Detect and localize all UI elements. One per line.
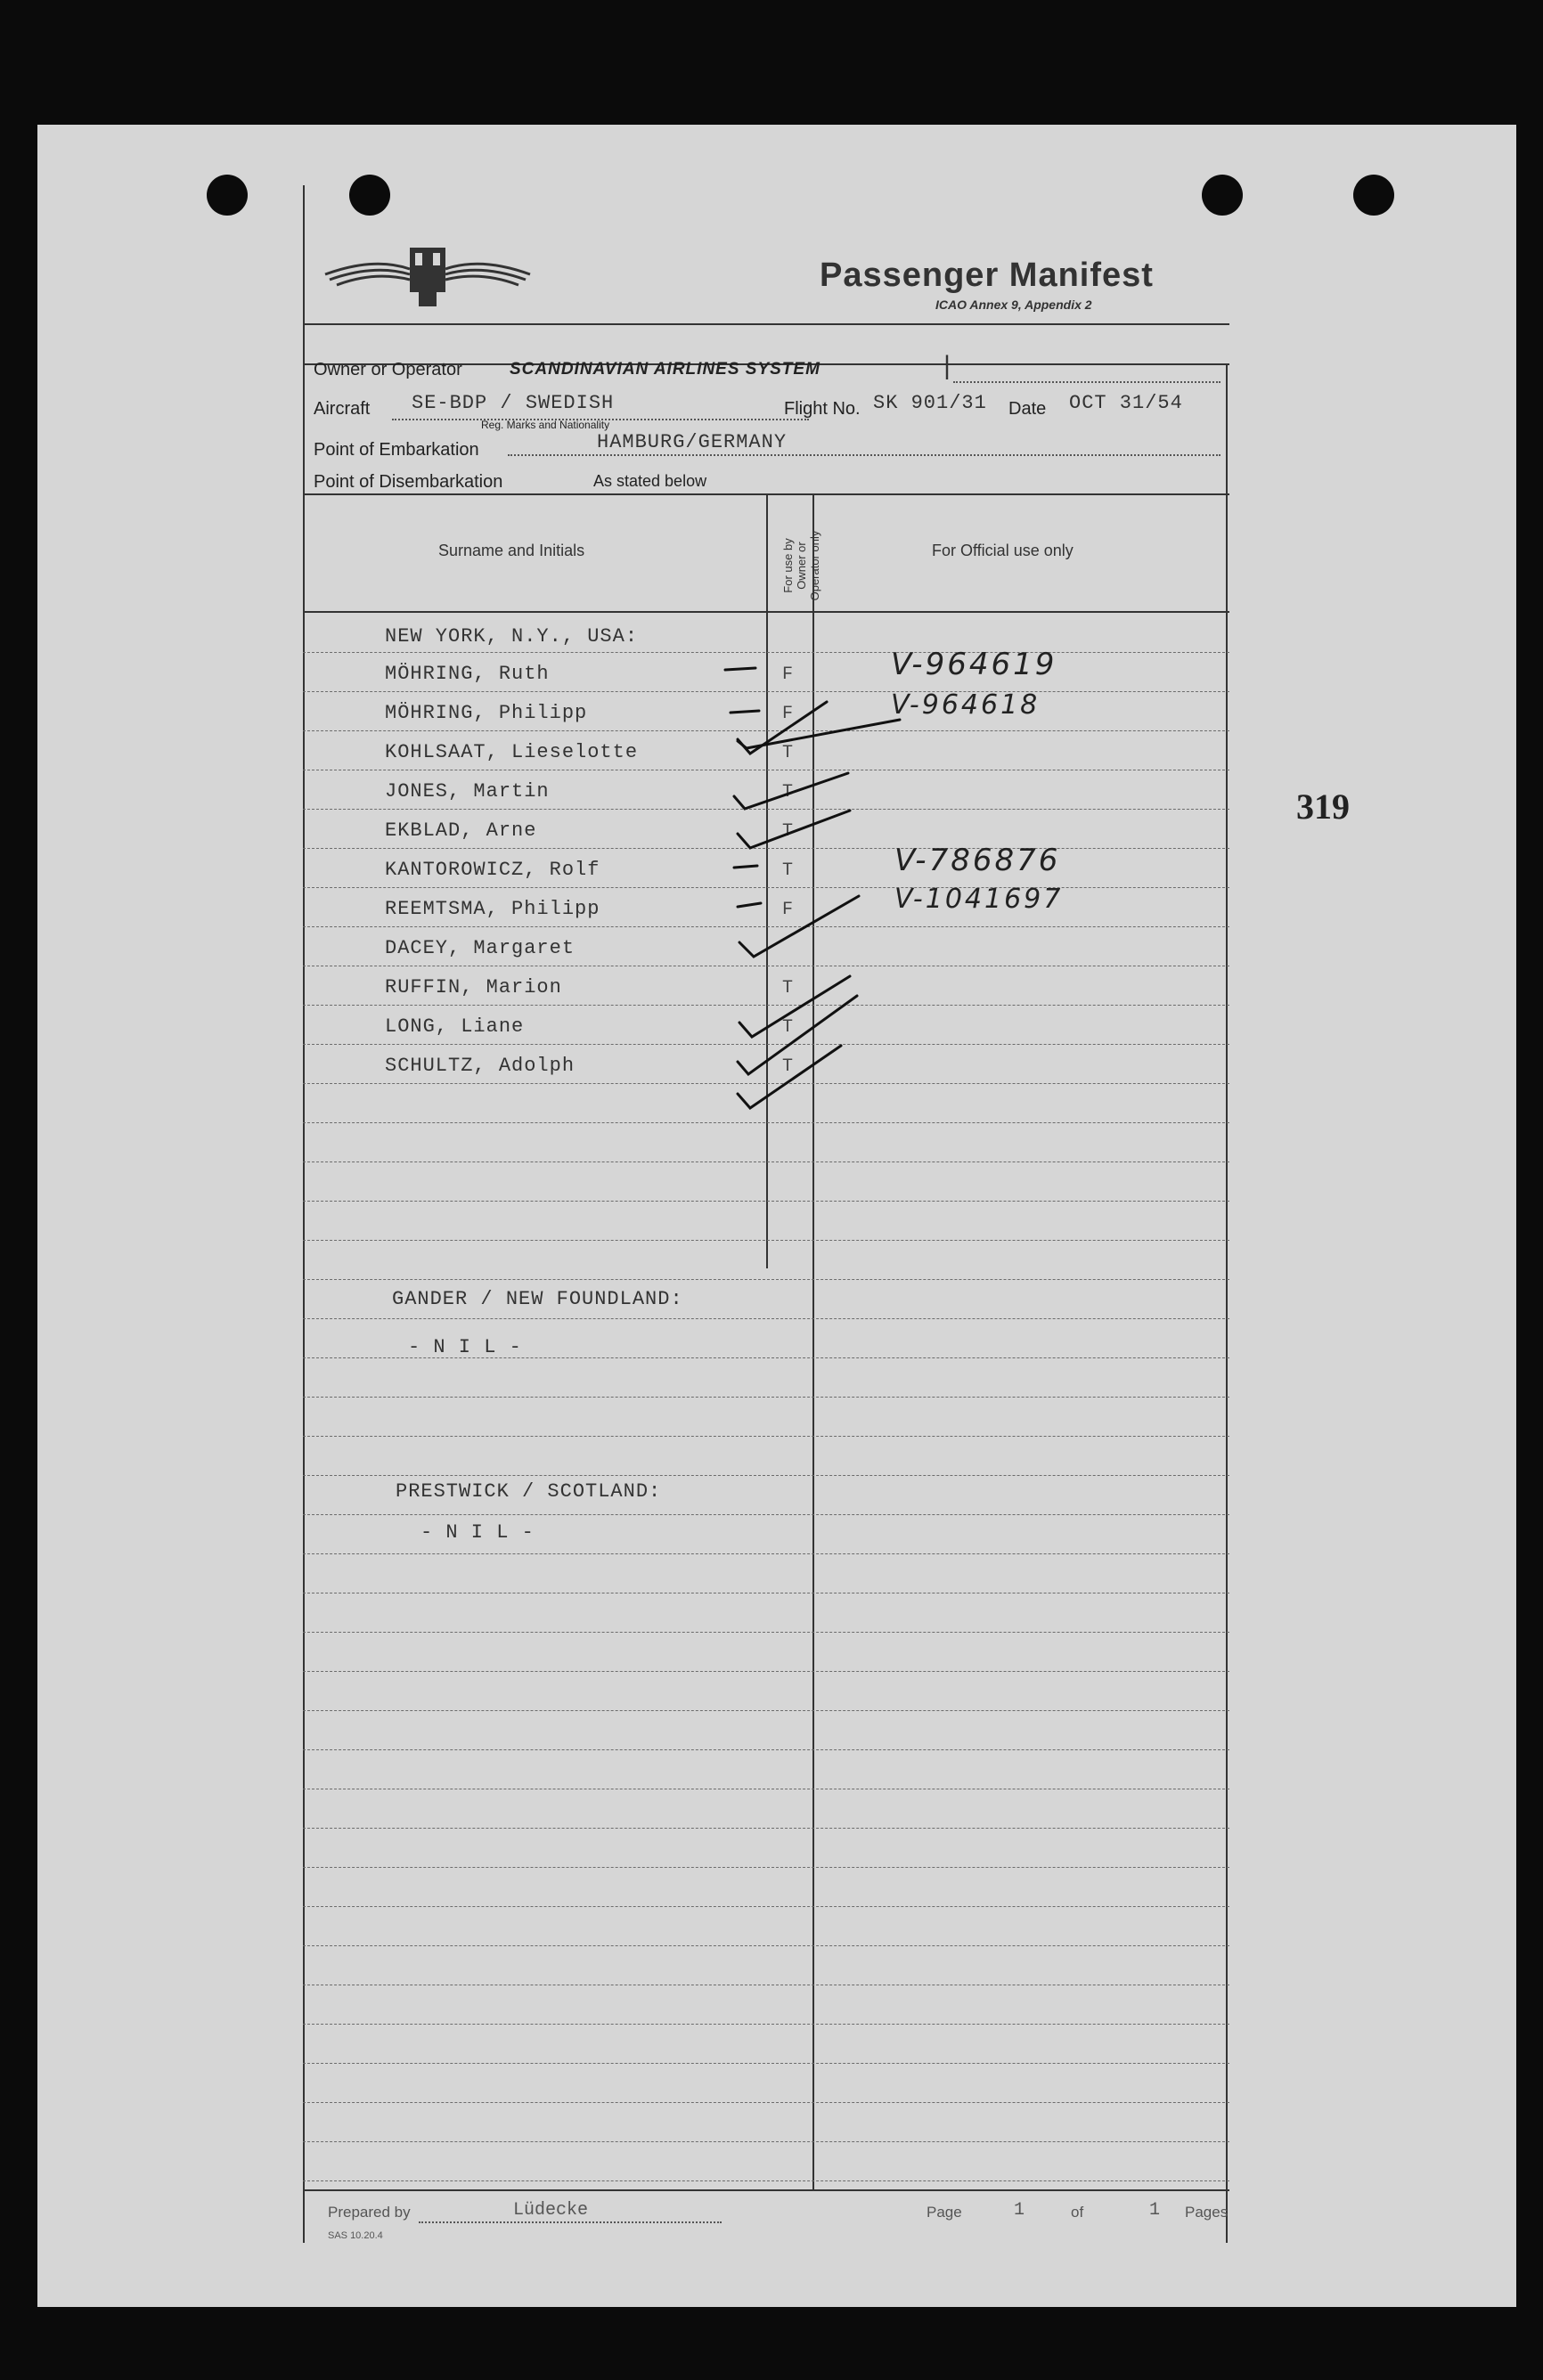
table-row-line [303, 2024, 1229, 2025]
table-row-line [303, 1867, 1229, 1868]
punch-hole [1353, 175, 1394, 216]
disembark-label: Point of Disembarkation [314, 472, 503, 492]
passenger-code: T [782, 1017, 794, 1038]
check-mark-icon [738, 1046, 841, 1108]
table-row-line [303, 2063, 1229, 2064]
table-row-line [303, 1945, 1229, 1946]
form-title: Passenger Manifest [820, 257, 1154, 294]
date-value: OCT 31/54 [1069, 392, 1183, 414]
passenger-code: F [782, 900, 794, 920]
table-row-line [303, 1240, 1229, 1241]
prepared-by-value: Lüdecke [513, 2200, 589, 2221]
table-row-line [303, 1710, 1229, 1711]
prepared-by-label: Prepared by [328, 2204, 411, 2221]
disembark-value: As stated below [593, 472, 707, 490]
owner-use-column-header: For use by Owner or Operator only [781, 530, 821, 601]
passenger-code: F [782, 704, 794, 724]
check-mark-icon [738, 811, 850, 848]
passenger-name: MÖHRING, Philipp [385, 702, 588, 724]
table-row-line [303, 1553, 1229, 1554]
official-column-header: For Official use only [932, 542, 1074, 559]
of-value: 1 [1149, 2200, 1161, 2221]
aircraft-label: Aircraft [314, 399, 371, 419]
table-row-line [303, 1397, 1229, 1398]
table-row-line [303, 1749, 1229, 1750]
table-row-line [303, 1475, 1229, 1476]
pages-label: Pages [1185, 2204, 1229, 2221]
passenger-name: KANTOROWICZ, Rolf [385, 859, 600, 881]
passenger-code: T [782, 743, 794, 763]
passenger-code: T [782, 860, 794, 881]
destination-heading: GANDER / NEW FOUNDLAND: [392, 1288, 683, 1310]
table-row-line [303, 1514, 1229, 1515]
table-row-line [303, 2180, 1229, 2181]
owner-label: Owner or Operator [314, 360, 462, 379]
check-mark-icon [738, 702, 827, 754]
table-row-line [303, 1632, 1229, 1633]
date-label: Date [1008, 399, 1047, 419]
passenger-name: SCHULTZ, Adolph [385, 1055, 576, 1077]
check-mark-icon [739, 896, 859, 957]
nil-note: - N I L - [408, 1336, 522, 1358]
owner-value: SCANDINAVIAN AIRLINES SYSTEM [510, 360, 820, 379]
check-mark-icon [739, 976, 850, 1037]
passenger-name: LONG, Liane [385, 1015, 525, 1038]
passenger-name: RUFFIN, Marion [385, 976, 562, 998]
table-row-line [303, 1318, 1229, 1319]
dash-mark [734, 866, 757, 868]
flight-label: Flight No. [784, 399, 861, 419]
form-number: SAS 10.20.4 [328, 2230, 383, 2241]
surname-column-header: Surname and Initials [438, 542, 585, 559]
page-label: Page [927, 2204, 962, 2221]
dash-mark [725, 668, 755, 670]
check-mark-icon [734, 773, 848, 809]
dash-mark [731, 711, 759, 713]
reg-caption: Reg. Marks and Nationality [481, 419, 610, 431]
passenger-name: EKBLAD, Arne [385, 819, 537, 842]
table-row-line [303, 1436, 1229, 1437]
page-stamp: 319 [1296, 787, 1350, 827]
passenger-code: T [782, 782, 794, 803]
passenger-code: F [782, 664, 794, 685]
footer-rule [303, 2189, 1229, 2191]
official-visa-number: V-964618 [891, 689, 1041, 721]
passenger-name: JONES, Martin [385, 780, 550, 803]
check-mark-icon [738, 720, 900, 748]
form-subtitle: ICAO Annex 9, Appendix 2 [935, 298, 1092, 312]
table-row-line [303, 1279, 1229, 1280]
destination-heading: PRESTWICK / SCOTLAND: [396, 1480, 662, 1503]
table-row-line [303, 1828, 1229, 1829]
owner-mark: | [939, 353, 957, 383]
official-visa-number: V-1041697 [894, 884, 1064, 915]
embark-label: Point of Embarkation [314, 440, 479, 460]
nil-note: - N I L - [420, 1521, 535, 1544]
passenger-code: T [782, 821, 794, 842]
dash-mark [738, 903, 761, 907]
official-visa-number: V-786876 [894, 843, 1061, 878]
embark-value: HAMBURG/GERMANY [597, 431, 788, 453]
of-label: of [1071, 2204, 1084, 2221]
table-row-line [303, 2102, 1229, 2103]
passenger-name: MÖHRING, Ruth [385, 663, 550, 685]
passenger-name: KOHLSAAT, Lieselotte [385, 741, 639, 763]
flight-value: SK 901/31 [873, 392, 987, 414]
passenger-name: DACEY, Margaret [385, 937, 576, 959]
page-value: 1 [1014, 2200, 1025, 2221]
punch-hole [207, 175, 248, 216]
destination-heading: NEW YORK, N.Y., USA: [385, 625, 639, 648]
table-row-line [303, 1201, 1229, 1202]
official-visa-number: V-964619 [891, 647, 1057, 682]
prepared-dotted-line [419, 2221, 722, 2223]
check-marks [303, 185, 1229, 1165]
passenger-code: T [782, 978, 794, 998]
table-row-line [303, 2141, 1229, 2142]
table-row-line [303, 1671, 1229, 1672]
table-row-line [303, 1906, 1229, 1907]
aircraft-value: SE-BDP / SWEDISH [412, 392, 615, 414]
manifest-form [303, 185, 1229, 2243]
passenger-code: T [782, 1056, 794, 1077]
passenger-name: REEMTSMA, Philipp [385, 898, 600, 920]
